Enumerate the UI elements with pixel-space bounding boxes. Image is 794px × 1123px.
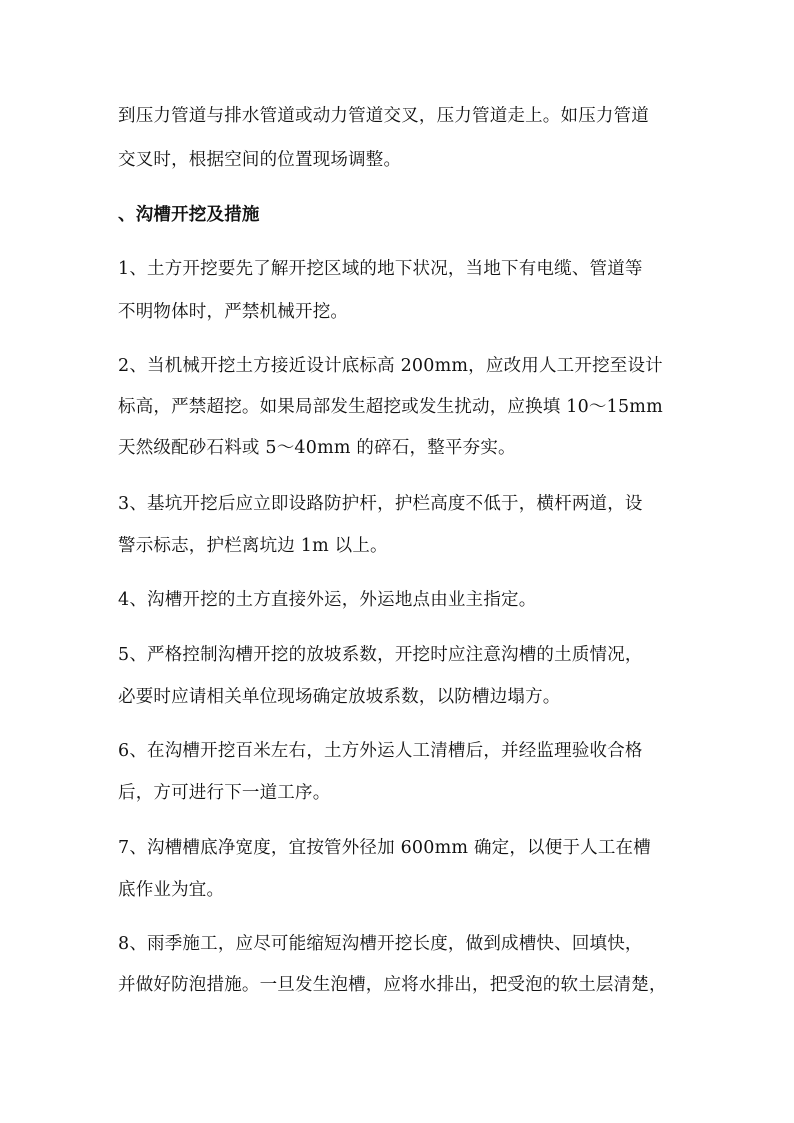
- paragraph-line: 7、沟槽槽底净宽度，宜按管外径加 600mm 确定，以便于人工在槽: [118, 838, 651, 858]
- paragraph-line: 标高，严禁超挖。如果局部发生超挖或发生扰动，应换填 10～15mm: [118, 397, 663, 417]
- paragraph-line: 3、基坑开挖后应立即设路防护杆，护栏高度不低于，横杆两道，设: [118, 494, 643, 514]
- section-heading: 、沟槽开挖及措施: [118, 205, 260, 225]
- paragraph-line: 到压力管道与排水管道或动力管道交叉，压力管道走上。如压力管道: [118, 106, 649, 126]
- paragraph-line: 4、沟槽开挖的土方直接外运，外运地点由业主指定。: [118, 590, 537, 610]
- paragraph-line: 必要时应请相关单位现场确定放坡系数，以防槽边塌方。: [118, 687, 561, 707]
- paragraph-line: 警示标志，护栏离坑边 1m 以上。: [118, 536, 388, 556]
- paragraph-line: 8、雨季施工，应尽可能缩短沟槽开挖长度，做到成槽快、回填快，: [118, 934, 643, 954]
- paragraph-line: 2、当机械开挖土方接近设计底标高 200mm，应改用人工开挖至设计: [118, 356, 663, 376]
- paragraph-line: 1、土方开挖要先了解开挖区域的地下状况，当地下有电缆、管道等: [118, 259, 643, 279]
- paragraph-line: 6、在沟槽开挖百米左右，土方外运人工清槽后，并经监理验收合格: [118, 741, 643, 761]
- paragraph-line: 交叉时，根据空间的位置现场调整。: [118, 150, 402, 170]
- paragraph-line: 底作业为宜。: [118, 880, 225, 900]
- paragraph-line: 后，方可进行下一道工序。: [118, 783, 331, 803]
- paragraph-line: 5、严格控制沟槽开挖的放坡系数，开挖时应注意沟槽的土质情况，: [118, 645, 643, 665]
- paragraph-line: 不明物体时，严禁机械开挖。: [118, 302, 349, 322]
- paragraph-line: 并做好防泡措施。一旦发生泡槽，应将水排出，把受泡的软土层清楚，: [118, 975, 667, 995]
- paragraph-line: 天然级配砂石料或 5～40mm 的碎石，整平夯实。: [118, 438, 516, 458]
